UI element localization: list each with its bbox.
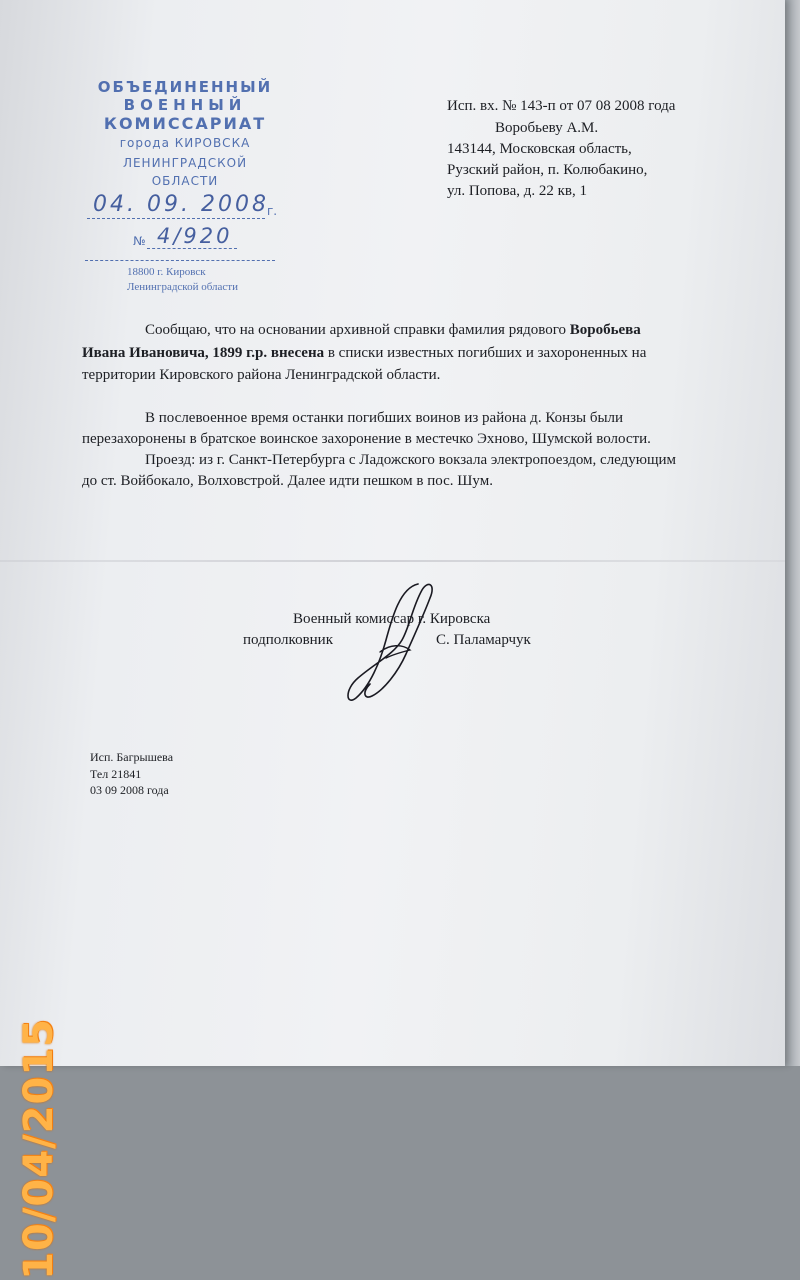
recipient-address-3: ул. Попова, д. 22 кв, 1 <box>447 183 587 199</box>
body-paragraph-2-line-2: перезахоронены в братское воинское захоронение в местечко Эхново, Шумской волости. <box>82 431 651 447</box>
paper-fold <box>0 560 785 562</box>
signatory-name: С. Паламарчук <box>436 632 531 648</box>
body-paragraph-1-line-3: территории Кировского района Ленинградской области. <box>82 367 441 383</box>
executor-name: Исп. Багрышева <box>90 750 174 764</box>
stamp-address-1: 18800 г. Кировск <box>127 266 206 278</box>
recipient-address-2: Рузский район, п. Колюбакино, <box>447 162 648 178</box>
body-paragraph-3-line-1: Проезд: из г. Санкт-Петербурга с Ладожского вокзала электропоездом, следующим <box>145 452 677 468</box>
body-paragraph-3-line-2: до ст. Войбокало, Волховстрой. Далее идти пешком в пос. Шум. <box>82 473 493 489</box>
stamp-date: 04. 09. 2008 <box>93 192 269 217</box>
body-paragraph-1-line-2 <box>82 345 646 362</box>
body-text: Сообщаю, что на основании архивной справки фамилия рядового <box>145 322 570 338</box>
body-bold-text: Воробьева <box>569 322 641 338</box>
stamp-number: 4/920 <box>157 224 233 248</box>
reference-line: Исп. вх. № 143-п от 07 08 2008 года <box>447 98 676 114</box>
photo-date-text: 10/04/2015 <box>16 1018 62 1280</box>
recipient-address-1: 143144, Московская область, <box>447 141 632 157</box>
stamp-line-4: города КИРОВСКА <box>119 136 251 150</box>
stamp-date-line <box>87 218 265 219</box>
stamp-line-3: КОМИССАРИАТ <box>103 114 267 133</box>
signatory-title: Военный комиссар г. Кировска <box>293 611 491 627</box>
stamp-number-line <box>147 248 237 249</box>
body-text: в списки известных погибших и захороненных на <box>324 345 647 361</box>
signatory-rank: подполковник <box>243 632 333 648</box>
executor-date: 03 09 2008 года <box>90 783 169 797</box>
recipient-name: Воробьеву А.М. <box>495 120 599 136</box>
page-edge <box>785 0 800 1066</box>
stamp-line-2: ВОЕННЫЙ <box>123 96 247 114</box>
body-paragraph-2-line-1: В послевоенное время останки погибших воинов из района д. Конзы были <box>145 410 624 426</box>
stamp-line-6: ОБЛАСТИ <box>151 174 219 188</box>
handwritten-signature <box>340 578 440 708</box>
stamp-line-5: ЛЕНИНГРАДСКОЙ <box>122 156 248 170</box>
body-paragraph-1-line-1 <box>145 322 641 339</box>
stamp-date-suffix: г. <box>267 204 278 218</box>
stamp-line-1: ОБЪЕДИНЕННЫЙ <box>97 78 273 96</box>
stamp-number-prefix: № <box>133 234 146 248</box>
stamp-divider <box>85 260 275 261</box>
executor-phone: Тел 21841 <box>90 767 142 781</box>
official-stamp <box>85 70 285 300</box>
stamp-address-2: Ленинградской области <box>127 281 238 293</box>
body-bold-text: Ивана Ивановича, 1899 г.р. внесена <box>82 345 325 361</box>
